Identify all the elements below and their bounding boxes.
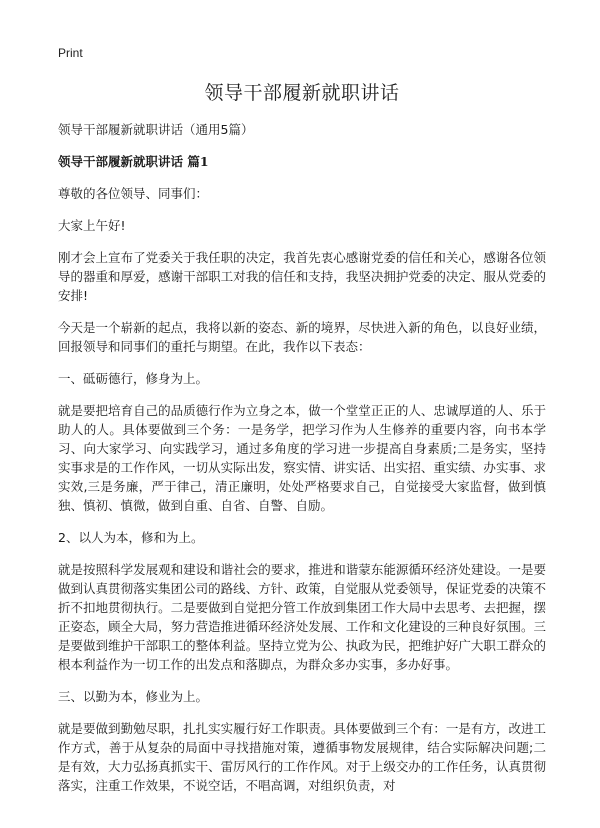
paragraph-new-start: 今天是一个崭新的起点，我将以新的姿态、新的境界，尽快进入新的角色，以良好业绩，回报领导和同事们的重托与期望。在此，我作以下表态： — [58, 320, 546, 354]
heading-point-1: 一、砥砺德行，修身为上。 — [58, 371, 209, 386]
document-title: 领导干部履新就职讲话 — [204, 82, 400, 104]
paragraph-point-1: 就是要把培育自己的品质德行作为立身之本，做一个堂堂正正的人、忠诚厚道的人、乐于助人的人。具体要做到三个务：一是务学，把学习作为人生修养的重要内容，向书本学习、向大家学习、向实践学习，通过多角度的学习进一步提高自身素质;二是务实，坚持实事求是的工作作风，一切从实际出发，察实情、讲实话、出实招、重实绩、办实事、求实效,三是务廉，严于律己，清正廉明，处处严格要求自己，自觉接受大家监督，做到慎独、慎初、慎微，做到自重、自省、自警、自励。 — [58, 403, 546, 513]
document-body — [58, 80, 546, 808]
print-link[interactable]: Print — [58, 46, 83, 60]
paragraph-point-2: 就是按照科学发展观和建设和谐社会的要求，推进和谐蒙东能源循环经济处建设。一是要做到认真贯彻落实集团公司的路线、方针、政策，自觉服从党委领导，保证党委的决策不折不扣地贯彻执行。二是要做到自觉把分管工作放到集团工作大局中去思考、去把握，摆正姿态，顾全大局，努力营造推进循环经济处发展、工作和文化建设的三种良好氛围。三是要做到维护干部职工的整体利益。坚持立党为公、执政为民，把维护好广大职工群众的根本利益作为一切工作的出发点和落脚点，为群众多办实事，多办好事。 — [58, 562, 546, 672]
paragraph-point-3: 就是要做到勤勉尽职，扎扎实实履行好工作职责。具体要做到三个有：一是有方，改进工作方式，善于从复杂的局面中寻找措施对策，遵循事物发展规律，结合实际解决问题;二是有效，大力弘扬真抓实干、雷厉风行的工作作风。对于上级交办的工作任务，认真贯彻落实，注重工作效果，不说空话，不唱高调，对组织负责，对 — [58, 721, 546, 793]
heading-point-3: 三、以勤为本，修业为上。 — [58, 689, 209, 704]
paragraph-thanks: 刚才会上宣布了党委关于我任职的决定，我首先衷心感谢党委的信任和关心，感谢各位领导的器重和厚爱，感谢干部职工对我的信任和支持，我坚决拥护党委的决定、服从党委的安排! — [58, 250, 546, 303]
section-title: 领导干部履新就职讲话 篇1 — [58, 154, 209, 169]
paragraph-good-morning: 大家上午好! — [58, 218, 126, 233]
document-subtitle: 领导干部履新就职讲话（通用5篇） — [58, 122, 254, 137]
paragraph-greeting: 尊敬的各位领导、同事们： — [58, 186, 209, 201]
heading-point-2: 2、以人为本，修和为上。 — [58, 530, 204, 545]
